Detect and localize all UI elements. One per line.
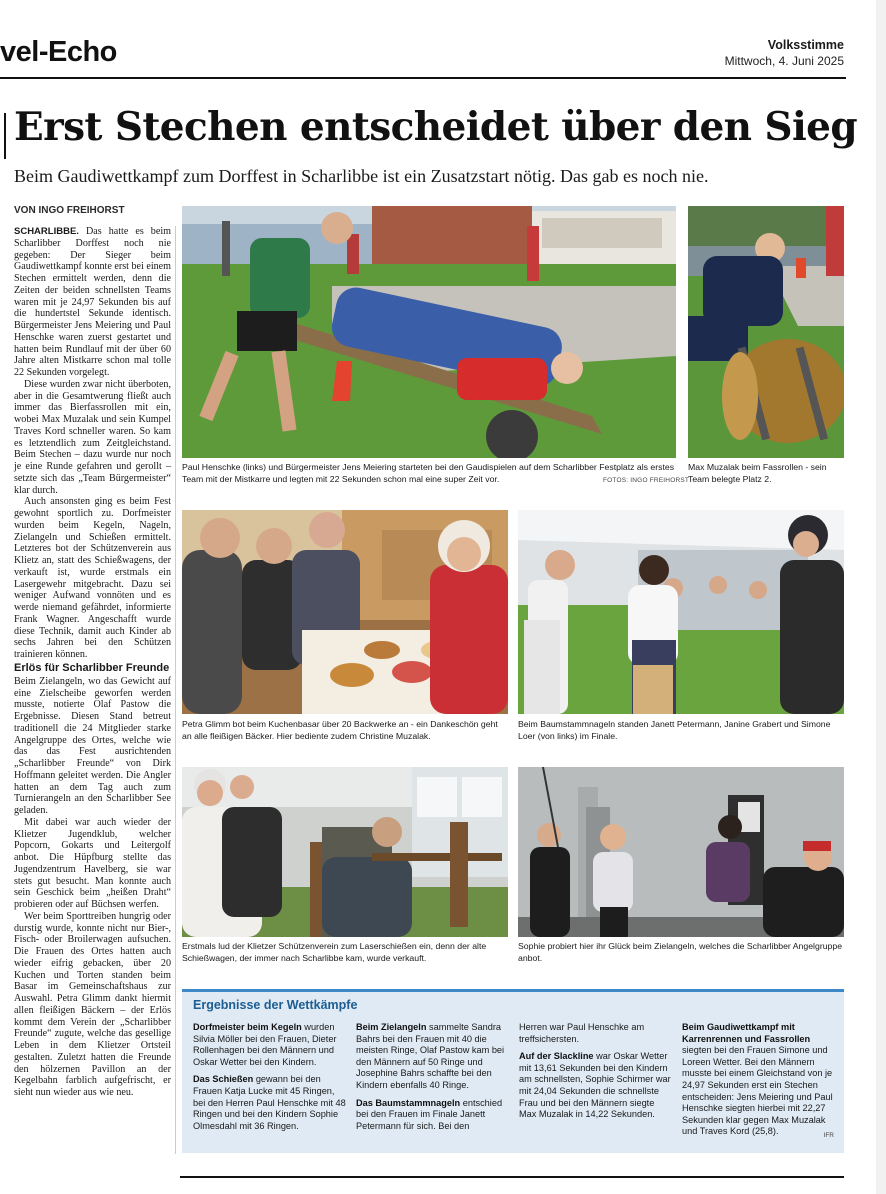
photo-nailing-contest — [518, 510, 844, 714]
paragraph: Mit dabei war auch wieder der Klietzer Jugendklub, welcher Popcorn, Gokarts und Leitergolf anbot. Die Hüpfburg stellte das Jugendzentrum Havelberg, sie war stets gut besucht. Man konnte auch sein Geschick beim „heißen Draht“ probieren oder auf Büchsen werfen. — [14, 816, 171, 910]
subhead: Beim Gaudiwettkampf zum Dorffest in Scharlibbe ist ein Zusatzstart nötig. Das gab es noch nie. — [14, 166, 709, 186]
results-column — [356, 1022, 509, 1138]
paragraph-text: Das hatte es beim Scharlibber Dorffest noch nie gegeben: Der Sieger beim Gaudiwettkampf konnte erst bei einem Stechen ermittelt werden, denn die Zeiten der beiden schnellsten Teams waren mit je 24,97 Sekunden bis auf die hundertstel Sekunde identisch. Bürgermeister Jens Meiering und Paul Henschke waren zuerst gestartet und hatten beim Rundlauf mit der über 60 Jahre alten Mistkarre schon mal tolle 22 Sekunden vorgelegt. — [14, 226, 171, 378]
result-lead: Beim Gaudiwettkampf mit Karrenrennen und Fassrollen — [682, 1022, 811, 1044]
result-lead: Dorfmeister beim Kegeln — [193, 1022, 302, 1032]
author-mark: IFR — [823, 1132, 834, 1139]
masthead — [0, 0, 886, 80]
page-edge — [876, 0, 886, 1194]
result-entry — [356, 1098, 509, 1133]
result-text: siegten bei den Frauen Simone und Loreen Wetter. Bei den Männern musste bei einem Gleichstand von je 24,97 Sekunden erst ein Stechen entscheiden: Jens Meiering und Paul Henschke siegten hierbei mit 22,27 Sekunden klar gegen Max Muzalak und Traves Kord (25,8). — [682, 1045, 833, 1137]
photo-laser-shooting — [182, 767, 508, 937]
paragraph: Wer beim Sporttreiben hungrig oder durstig wurde, konnte nicht nur Bier-, Fisch- oder Broilerwagen aufsuchen. Die Frauen des Ortes hatten auch wieder eifrig gebacken, über 20 Kuchen und Torten standen beim Basar im Gemeinschaftshaus zur Auswahl. Petra Glimm dankt hiermit allen fleißigen Bäckern – der Erlös kommt dem Verein der „Scharlibber Freunde“ zugute, welche das gesellige Leben in dem Klietzer Ortsteil gestalten. Zuletzt hatten die Freunde den hölzernen Pavillon an der Kegelbahn farblich aufgefrischt, er sieht nun wieder aus wie neu. — [14, 910, 171, 1098]
photo-cake-bazaar — [182, 510, 508, 714]
result-text: Herren war Paul Henschke am treffsichersten. — [519, 1022, 645, 1044]
result-text: entschied bei den Frauen im Finale Janett Petermann für sich. Bei den — [356, 1097, 503, 1131]
result-text: gewann bei den Frauen Katja Lucke mit 45 Ringen, bei den Herren Paul Henschke mit 48 Ringen und bei den Kindern Sophie Olmesdahl mit 36 Ringen. — [193, 1074, 346, 1131]
result-entry — [682, 1022, 835, 1138]
result-entry — [193, 1022, 346, 1068]
masthead-rule — [0, 77, 846, 79]
result-lead: Auf der Slackline — [519, 1051, 594, 1062]
photo-target-fishing — [518, 767, 844, 937]
photo-caption: Max Muzalak beim Fassrollen - sein Team belegte Platz 2. — [688, 462, 827, 484]
photo-caption: Sophie probiert hier ihr Glück beim Zielangeln, welches die Scharlibber Angelgruppe anbot. — [518, 941, 843, 963]
result-entry — [519, 1022, 672, 1045]
publication-name: Volksstimme — [767, 38, 844, 52]
result-text: wurden Silvia Möller bei den Frauen, Dieter Rollenhagen bei den Männern und Oskar Wetter bei den Kindern. — [193, 1022, 337, 1067]
results-column — [193, 1022, 346, 1138]
headline: Erst Stechen entscheidet über den Sieg — [14, 104, 858, 150]
paragraph: Diese wurden zwar nicht überboten, aber in die Gesamtwerung fließt auch immer das Bierfassrollen mit ein, wobei Max Muzalak und sein Kumpel Traves Kord schneller waren. So kam es letztendlich zum Zeitgleichstand. Beim Stechen – dazu wurde nur noch je eine Runde gefahren und gerollt – setzte sich das „Team Bürgermeister“ klar durch. — [14, 378, 171, 496]
paragraph: Auch ansonsten ging es beim Fest gewohnt sportlich zu. Dorfmeister wurden beim Kegeln, Nageln, Zielangeln und Schießen ermittelt. Letzteres bot der Schützenverein aus Klietz an, statt des Schießwagens, der verkauft ist, wurde erstmals ein Lasergewehr mitgebracht. Dazu sei weniger Aufwand vonnöten und es werde niemand gefährdet, informierte Frank Wagner. Angeschafft wurde diese Technik, damit auch Kinder ab sechs Jahren bei den Schützen trainieren können. — [14, 496, 171, 660]
result-entry — [193, 1074, 346, 1132]
result-lead: Das Baumstammnageln — [356, 1097, 461, 1108]
photo-caption: Erstmals lud der Klietzer Schützenverein zum Laserschießen ein, denn der alte Schießwagen, der immer nach Scharlibbe kam, wurde verkauft. — [182, 941, 487, 963]
results-column — [519, 1022, 672, 1127]
results-column — [682, 1022, 835, 1144]
paragraph — [14, 226, 171, 379]
headline-accent — [4, 113, 6, 159]
result-entry — [519, 1051, 672, 1121]
column-divider — [175, 226, 176, 1154]
results-title: Ergebnisse der Wettkämpfe — [193, 998, 358, 1012]
paper-name: vel-Echo — [0, 36, 117, 68]
result-lead: Das Schießen — [193, 1074, 254, 1085]
photo-wheelbarrow-race — [182, 206, 676, 458]
dateline: SCHARLIBBE. — [14, 226, 79, 237]
paragraph: Beim Zielangeln, wo das Gewicht auf eine Zielscheibe geworfen werden musste, notierte Olaf Pastow die Ergebnisse. Diesen Stand betreut traditionell die 24 Mitglieder starke Angelgruppe des Ortes, welche wie das das Fest ausrichtenden „Scharlibber Freunde“ von Dirk Hoffmann geleitet werden. Die Angler hatten an dem Tag auch zum Turnierangeln an den Scharlibber See geladen. — [14, 675, 171, 816]
bottom-rule — [180, 1176, 844, 1178]
photo-caption: Petra Glimm bot beim Kuchenbasar über 20 Backwerke an - ein Dankeschön geht an alle fleißigen Bäcker. Hier bediente zudem Christine Muzalak. — [182, 719, 498, 741]
result-lead: Beim Zielangeln — [356, 1022, 427, 1032]
photo-caption: Paul Henschke (links) und Bürgermeister Jens Meiering starteten bei den Gaudispielen auf dem Scharlibber Festplatz als erstes Team mit der Mistkarre und legten mit 22 Sekunden schon mal eine super Zeit vor. — [182, 462, 675, 484]
article-body — [14, 226, 171, 1099]
subheading: Erlös für Scharlibber Freunde — [14, 661, 170, 674]
photo-caption: Beim Baumstammnageln standen Janett Petermann, Janine Grabert und Simone Loer (von links) im Finale. — [518, 719, 831, 741]
issue-date: Mittwoch, 4. Juni 2025 — [724, 54, 844, 68]
results-box — [182, 989, 844, 1153]
result-entry — [356, 1022, 509, 1092]
result-text: war Oskar Wetter mit 13,61 Sekunden bei den Kindern am schnellsten, Sophie Schirmer war mit 24,04 Sekunden die schnellste Frau und bei den Männern siegte Max Muzalak in 14,22 Sekunden. — [519, 1051, 671, 1120]
photo-barrel-rolling — [688, 206, 844, 458]
author-line: VON INGO FREIHORST — [14, 205, 125, 216]
photo-credit: FOTOS: INGO FREIHORST — [603, 477, 690, 484]
result-text: sammelte Sandra Bahrs bei den Frauen mit 40 die meisten Ringe, Olaf Pastow kam bei den Männern auf 50 Ringe und Josephine Bahrs schaffte bei den Kindern ebenfalls 40 Ringe. — [356, 1022, 505, 1090]
